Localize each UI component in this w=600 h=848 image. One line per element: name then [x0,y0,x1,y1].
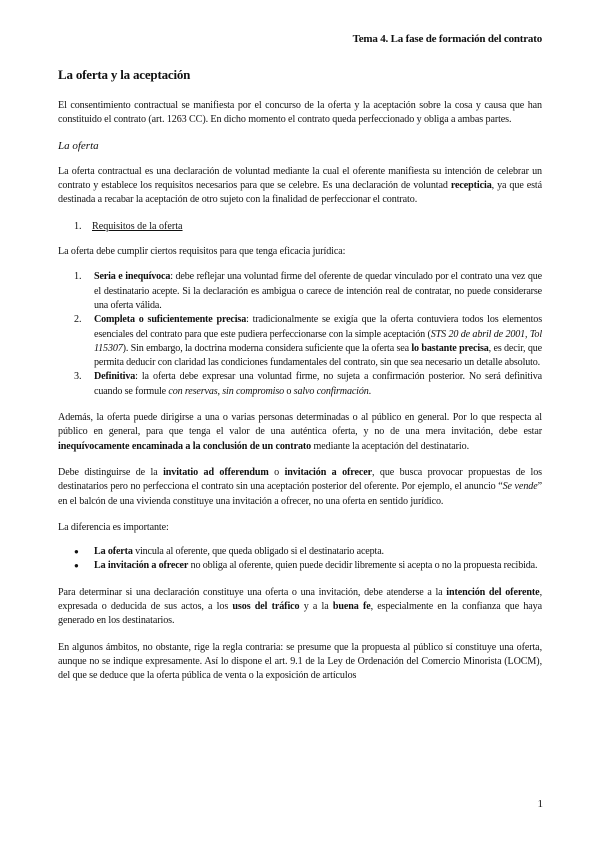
bold-term: invitatio ad offerendum [163,466,269,478]
numbered-heading-requisitos [58,220,542,234]
text-run: , que busca provocar propuestas de los destinatarios pero no perfecciona el contrato sin una aceptación posterior del oferente. Por ejemplo, el anuncio “ [58,466,543,493]
list-marker: 3. [74,371,82,383]
text-run: vincula al oferente, que queda obligado si el destinatario acepta. [132,546,384,558]
text-run: , es decir, que permita deducir con claridad las condiciones fundamentales del contrato, sin que sea necesario un detalle absoluto. [94,342,542,369]
requisitos-list [58,270,542,399]
list-item-body [94,313,542,370]
subsection-heading-oferta: La oferta [58,139,99,152]
oferta-definition-paragraph [58,165,542,208]
bold-term: usos del tráfico [232,601,300,613]
intro-paragraph: El consentimiento contractual se manifiesta por el concurso de la oferta y la aceptación sobre la cosa y causa que han constituido el contrato (art. 1263 CC). En dicho momento el contrato queda perfeccionado y obliga a ambas partes. [58,100,542,126]
text-run: , expresada o deducida de sus actos, a los [58,586,542,613]
list-item-body [94,270,542,313]
text-run: Para determinar si una declaración constituye una oferta o una invitación, debe atenderse a la [58,586,447,598]
list-item [74,313,542,370]
text-run: o [284,385,294,397]
section-title: La oferta y la aceptación [58,67,191,82]
italic-term: con reservas [168,385,218,397]
bold-term: Completa o suficientemente precisa [94,314,247,326]
bullet-body [94,559,542,573]
bold-term: inequívocamente encaminada a la conclusión de un contrato [58,440,312,452]
determinar-paragraph [58,586,542,629]
bold-term: Definitiva [94,371,136,383]
bold-term-recepticia: recepticia [450,180,492,192]
distinguirse-paragraph [58,466,542,509]
text-run: y a la [299,601,333,613]
bullet-body [94,545,542,559]
text-run: : la oferta debe expresar una voluntad firme, no sujeta a confirmación posterior. No será definitiva cuando se formule [94,371,542,397]
italic-term: Se vende [502,481,538,493]
diferencia-bullet-list [58,545,542,574]
bullet-item [74,545,542,559]
page-number: 1 [537,798,543,810]
bold-term: La invitación a ofrecer [94,560,189,572]
ademas-paragraph [58,411,542,454]
heading-number: 1. [74,220,82,232]
bold-term: buena fe [332,601,371,613]
text-run: . [368,385,372,397]
bold-term: Seria e inequívoca [94,271,171,283]
text-run: : debe reflejar una voluntad firme del oferente de quedar vinculado por el contrato una vez que el destinatario acepte. Si la declaración es ambigua o carece de intención real de contratar, no puede considerarse una oferta válida. [94,271,542,311]
text-run: Además, la oferta puede dirigirse a una o varias personas determinadas o al público en general. Por lo que respecta al público en general, para que tenga el valor de una auténtica oferta, y no de una mera invitación, debe estar [58,412,542,438]
text-run: , [217,385,223,397]
list-item [74,370,542,399]
italic-term: sin compromiso [222,385,285,397]
text-run: Debe distinguirse de la [58,466,164,478]
bold-term: invitación a ofrecer [284,466,373,478]
text-run: o [268,466,285,478]
page-content [58,66,542,684]
italic-term: salvo confirmación [293,385,369,397]
diferencia-intro: La diferencia es importante: [58,521,169,533]
bold-term: intención del oferente [446,586,540,598]
bold-term: La oferta [94,546,133,558]
bullet-marker: ● [74,547,79,557]
list-item-body [94,370,542,399]
heading-text: Requisitos de la oferta [92,220,183,232]
ambitos-paragraph: En algunos ámbitos, no obstante, rige la regla contraria: se presume que la propuesta al público sí constituye una oferta, aunque no se indique expresamente. Así lo dispone el art. 9.1 de la Ley de Ordenación del Comercio Minorista (LOCM), del que se deduce que la oferta pública de venta o la exposición de artículos [58,641,542,682]
text-run: , especialmente en la confianza que haya generado en los destinatarios. [58,601,542,627]
text-run: La oferta contractual es una declaración de voluntad mediante la cual el oferente manifiesta su intención de celebrar un contrato y establece los requisitos necesarios para que se celebre. Es una declaración de voluntad [58,165,542,192]
list-marker: 2. [74,314,82,326]
text-run: ” en el balcón de una vivienda constituye una invitación a ofrecer, no una oferta en sentido jurídico. [58,481,542,507]
running-header: Tema 4. La fase de formación del contrato [352,33,542,45]
list-item [74,270,542,313]
bullet-marker: ● [74,561,79,571]
text-run: ). Sin embargo, la doctrina moderna considera suficiente que la oferta sea [122,342,412,354]
bold-term: lo bastante precisa [411,342,489,354]
requisitos-intro: La oferta debe cumplir ciertos requisitos para que tenga eficacia jurídica: [58,246,346,258]
text-run: mediante la aceptación del destinatario. [311,440,469,452]
citation: STS 20 de abril de 2001, Tol 115307 [94,328,542,354]
bullet-item [74,559,542,573]
text-run: , ya que está destinada a recabar la aceptación de otro sujeto con la finalidad de perfeccionar el contrato. [58,180,542,206]
text-run: : tradicionalmente se exigía que la oferta contuviera todos los elementos esenciales del contrato para que este pudiera perfeccionarse con la simple aceptación ( [94,314,542,340]
list-marker: 1. [74,271,82,283]
text-run: no obliga al oferente, quien puede decidir libremente si acepta o no la propuesta recibida. [188,560,538,572]
